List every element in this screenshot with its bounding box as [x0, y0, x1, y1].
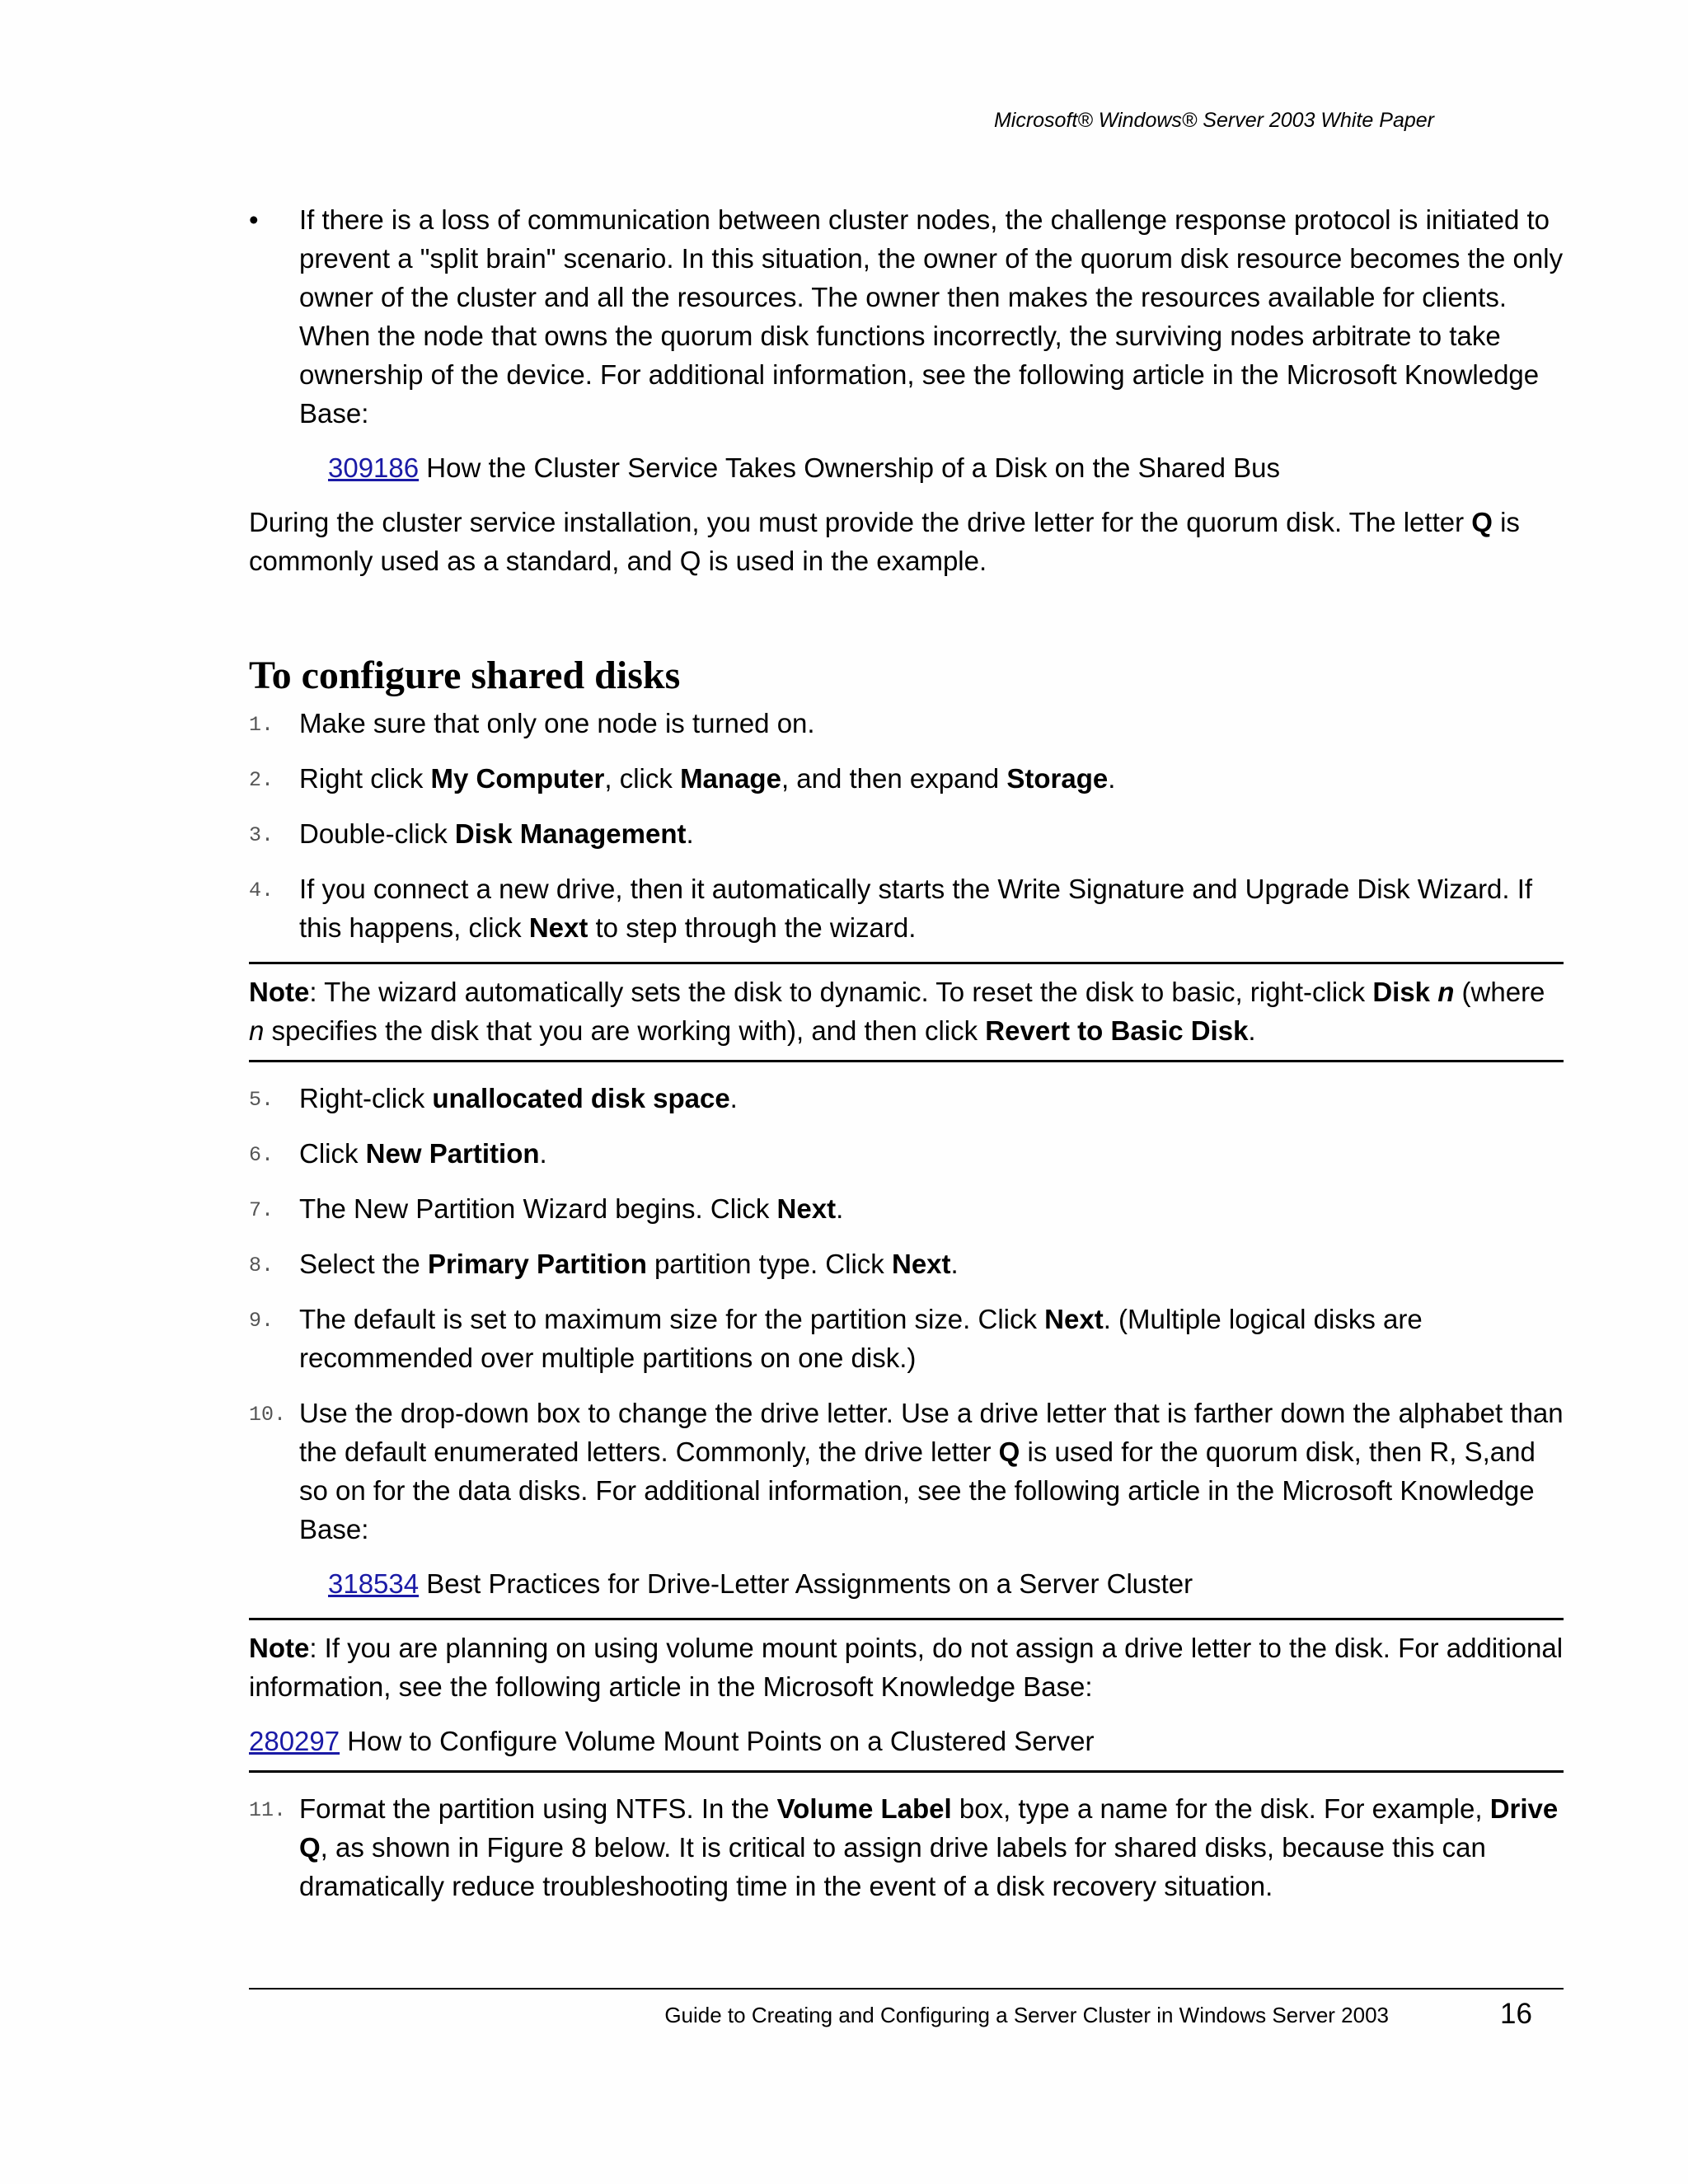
text-run: During the cluster service installation, you must provide the drive letter for the quorum disk. The letter [249, 507, 1472, 537]
text-run: . [539, 1138, 547, 1169]
italic-run: n [249, 1015, 265, 1046]
text-run: (where [1454, 977, 1545, 1007]
step-number: 7. [249, 1198, 274, 1222]
bold-run: My Computer [430, 763, 605, 794]
step-number: 5. [249, 1088, 274, 1112]
step-item [249, 1394, 1564, 1549]
text-run: The default is set to maximum size for the partition size. Click [299, 1304, 1045, 1334]
text-run: Right click [299, 763, 431, 794]
bullet-text: If there is a loss of communication between cluster nodes, the challenge response protocol is initiated to prevent a "split brain" scenario. In this situation, the owner of the quorum disk resource becomes the only owner of the cluster and all the resources. The owner then makes the resources available for clients. When the node that owns the quorum disk functions incorrectly, the surviving nodes arbitrate to take ownership of the device. For additional information, see the following article in the Microsoft Knowledge Base: [299, 204, 1564, 429]
step-item [249, 1079, 1564, 1118]
text-run: The New Partition Wizard begins. Click [299, 1193, 777, 1224]
text-run: . (Multiple logical disks are recommended over multiple partitions on one disk.) [299, 1304, 1423, 1373]
step-item [249, 869, 1564, 947]
bold-run: Disk Management [454, 818, 687, 849]
kb-reference [249, 1722, 1564, 1760]
step-number: 3. [249, 823, 274, 847]
text-run: Click [299, 1138, 366, 1169]
text-run: is used for the quorum disk, then R, S,and so on for the data disks. For additional information, see the following article in the Microsoft Knowledge Base: [299, 1436, 1536, 1544]
text-run: . [836, 1193, 844, 1224]
bold-run: Disk [1372, 977, 1438, 1007]
bold-run: unallocated disk space [432, 1083, 730, 1113]
text-run: , and then expand [781, 763, 1007, 794]
section-heading: To configure shared disks [249, 654, 681, 697]
text-run: Right-click [299, 1083, 433, 1113]
bullet-mark: • [249, 204, 259, 235]
note-text [249, 1629, 1564, 1706]
step-item [249, 1244, 1564, 1283]
text-run: , as shown in Figure 8 below. It is critical to assign drive labels for shared disks, because this can dramatically reduce troubleshooting time in the event of a disk recovery situation. [299, 1832, 1486, 1901]
text-run: specifies the disk that you are working with), and then click [264, 1015, 986, 1046]
kb-title: Best Practices for Drive-Letter Assignments on a Server Cluster [426, 1568, 1193, 1599]
step-item [249, 759, 1564, 798]
text-run: If you connect a new drive, then it automatically starts the Write Signature and Upgrade Disk Wizard. [299, 874, 1510, 904]
kb-link-318534[interactable]: 318534 [328, 1568, 420, 1599]
kb-link-309186[interactable]: 309186 [328, 452, 420, 483]
running-header: Microsoft® Windows® Server 2003 White Paper [993, 109, 1434, 132]
text-run: Select the [299, 1249, 428, 1279]
kb-link-280297[interactable]: 280297 [249, 1726, 340, 1756]
kb-reference [249, 448, 1564, 487]
step-number: 8. [249, 1254, 274, 1277]
step-item [249, 1134, 1564, 1173]
step-number: 11. [249, 1798, 287, 1822]
step-number: 9. [249, 1309, 274, 1333]
bold-run: Manage [680, 763, 781, 794]
step-item [249, 1789, 1564, 1905]
footer-title: Guide to Creating and Configuring a Server Cluster in Windows Server 2003 [664, 2003, 1389, 2027]
note-box [249, 962, 1564, 1062]
step-number: 1. [249, 713, 274, 737]
step-number: 4. [249, 879, 274, 902]
step-number: 10. [249, 1403, 287, 1427]
step-item [249, 814, 1564, 853]
page-number: 16 [1500, 1998, 1532, 2030]
step-number: 6. [249, 1143, 274, 1167]
bullet-item [249, 200, 1564, 433]
intro-paragraph [249, 503, 1564, 580]
step-text: Make sure that only one node is turned on. [299, 708, 815, 738]
text-run: Double-click [299, 818, 455, 849]
bold-run: Next [1044, 1304, 1104, 1334]
text-run: : The wizard automatically sets the disk to dynamic. To reset the disk to basic, right-click [309, 977, 1373, 1007]
text-run: . [950, 1249, 959, 1279]
bold-italic-run: n [1437, 977, 1455, 1007]
text-run: . [1108, 763, 1116, 794]
text-run: . [729, 1083, 738, 1113]
text-run: If this happens, click [299, 874, 1533, 943]
bold-run: Next [776, 1193, 837, 1224]
bold-run: Q [1471, 507, 1493, 537]
note-label: Note [249, 1633, 310, 1663]
bold-run: Revert to Basic Disk [985, 1015, 1249, 1046]
bold-run: Q [998, 1436, 1020, 1467]
step-item [249, 704, 1564, 743]
text-run: . [1248, 1015, 1256, 1046]
note-label: Note [249, 977, 310, 1007]
page-body [249, 200, 1564, 1905]
note-box [249, 1618, 1564, 1773]
text-run: partition type. Click [646, 1249, 892, 1279]
text-run: to step through the wizard. [588, 912, 917, 943]
text-run: : If you are planning on using volume mount points, do not assign a drive letter to the disk. For additional information, see the following article in the Microsoft Knowledge Base: [249, 1633, 1564, 1702]
step-item [249, 1189, 1564, 1228]
bold-run: Volume Label [776, 1793, 952, 1824]
bold-run: Next [891, 1249, 951, 1279]
step-item [249, 1300, 1564, 1377]
text-run: , click [604, 763, 681, 794]
note-text [249, 972, 1564, 1050]
text-run: . [686, 818, 694, 849]
kb-title: How to Configure Volume Mount Points on a Clustered Server [347, 1726, 1095, 1756]
text-run: Use the drop-down box to change the drive letter. Use a drive letter that is farther down the alphabet than the default enumerated letters. Commonly, the drive letter [299, 1398, 1564, 1467]
footer-divider [249, 1988, 1564, 1990]
kb-title: How the Cluster Service Takes Ownership of a Disk on the Shared Bus [426, 452, 1281, 483]
kb-reference [249, 1564, 1564, 1603]
text-run: is commonly used as a standard, and Q is used in the example. [249, 507, 1520, 576]
step-number: 2. [249, 768, 274, 792]
text-run: box, type a name for the disk. For example, [951, 1793, 1490, 1824]
bold-run: Drive Q [299, 1793, 1559, 1863]
bold-run: New Partition [365, 1138, 540, 1169]
bold-run: Primary Partition [427, 1249, 647, 1279]
bold-run: Next [528, 912, 588, 943]
text-run: Format the partition using NTFS. In the [299, 1793, 777, 1824]
bold-run: Storage [1006, 763, 1109, 794]
